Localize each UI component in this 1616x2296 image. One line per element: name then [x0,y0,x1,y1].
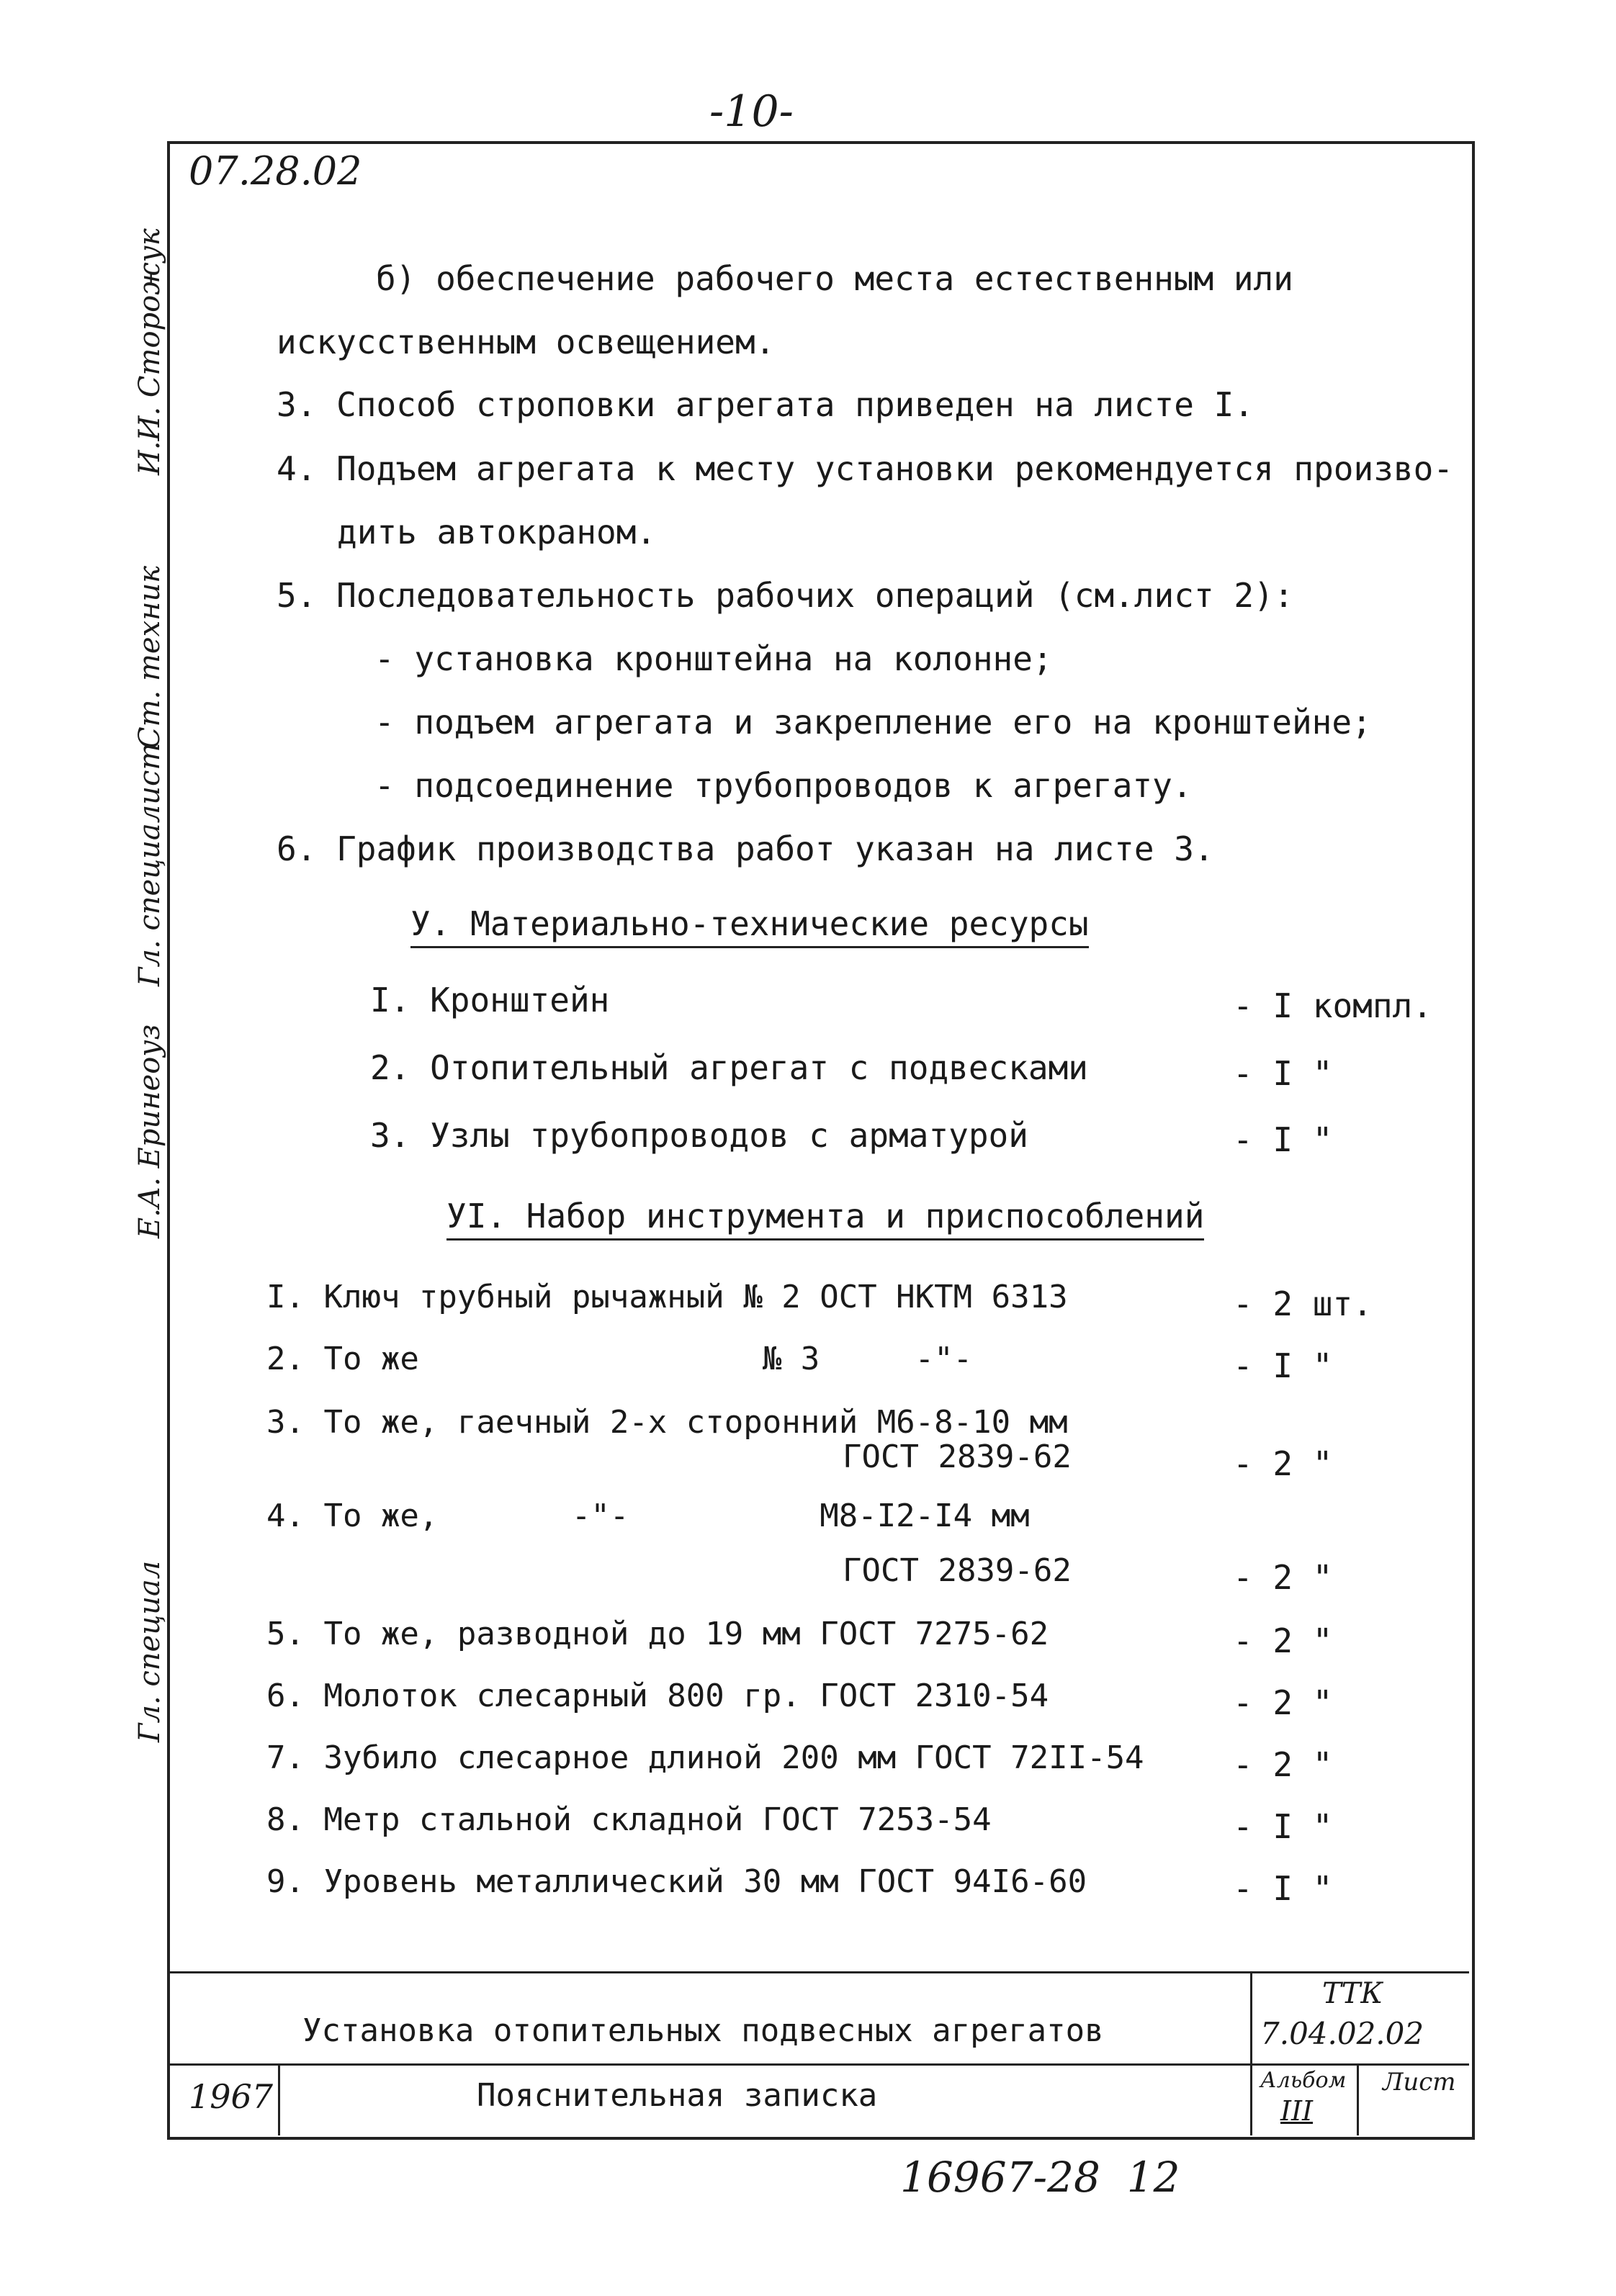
title-block-album-label: Альбом [1260,2068,1347,2093]
title-block-code-bottom: 7.04.02.02 [1260,2016,1424,2051]
title-block-mid-line [170,2063,1469,2066]
tool-row-9: 9. Уровень металлический 30 мм ГОСТ 94I6-60 [266,1863,1087,1900]
item-5: 5. Последовательность рабочих операций (см.лист 2): [277,576,1294,615]
margin-note-5: Гл. специал [133,1560,166,1742]
title-block-year-divider [278,2063,280,2135]
tool-qty-3: - 2 " [1233,1444,1333,1483]
tool-row-7: 7. Зубило слесарное длиной 200 мм ГОСТ 72II-54 [266,1739,1144,1776]
title-block-album-value: III [1280,2095,1314,2127]
operation-3: - подсоединение трубопроводов к агрегату. [374,766,1193,805]
resource-qty-3: - I " [1233,1120,1333,1159]
tool-row-3-line-2: ГОСТ 2839-62 [843,1439,1072,1475]
operation-2: - подъем агрегата и закрепление его на кронштейне; [374,703,1372,742]
resource-qty-2: - I " [1233,1054,1333,1093]
tool-row-2: 2. То же № 3 -"- [266,1341,973,1377]
margin-note-4: Е.А. Еринеоуз [133,1024,166,1238]
tool-qty-5: - 2 " [1233,1621,1333,1660]
intro-line-2: искусственным освещением. [277,323,776,361]
resource-row-1: I. Кронштейн [370,981,610,1019]
resource-row-2: 2. Отопительный агрегат с подвесками [370,1048,1088,1087]
title-block-sheet-label: Лист [1383,2068,1456,2097]
bottom-code: 16967-28 12 [900,2153,1180,2202]
margin-note-1: И.И. Сторожук [133,228,166,475]
tool-row-3: 3. То же, гаечный 2-х сторонний М6-8-10 мм [266,1404,1068,1441]
item-4-line-1: 4. Подъем агрегата к месту установки рекомендуется произво- [277,449,1453,488]
section-5-title: У. Материально-технические ресурсы [410,904,1089,948]
tool-qty-9: - I " [1233,1869,1333,1908]
tool-qty-2: - I " [1233,1346,1333,1385]
title-block-sheet-divider [1357,2063,1359,2135]
corner-code: 07.28.02 [189,148,362,194]
item-6: 6. График производства работ указан на листе 3. [277,829,1214,868]
tool-row-6: 6. Молоток слесарный 800 гр. ГОСТ 2310-54 [266,1678,1049,1714]
tool-qty-8: - I " [1233,1807,1333,1846]
tool-row-4: 4. То же, -"- М8-I2-I4 мм [266,1498,1030,1534]
operation-1: - установка кронштейна на колонне; [374,639,1053,678]
tool-row-1: I. Ключ трубный рычажный № 2 ОСТ НКТМ 6313 [266,1279,1068,1315]
title-block-code-top: ТТК [1322,1977,1383,2010]
page-number: -10- [709,86,794,137]
intro-line-1: б) обеспечение рабочего места естественным или [376,259,1293,298]
section-6-title: УI. Набор инструмента и приспособлений [446,1197,1204,1241]
margin-note-2: Гл. специалист [133,742,166,986]
tool-row-8: 8. Метр стальной складной ГОСТ 7253-54 [266,1801,992,1838]
title-block-code-divider [1250,1971,1252,2135]
tool-qty-4: - 2 " [1233,1558,1333,1597]
tool-qty-7: - 2 " [1233,1745,1333,1784]
item-3: 3. Способ строповки агрегата приведен на листе I. [277,385,1254,424]
tool-qty-1: - 2 шт. [1233,1284,1373,1323]
resource-qty-1: - I компл. [1233,986,1432,1025]
item-4-line-2: дить автокраном. [337,513,657,552]
title-block-year: 1967 [189,2077,274,2116]
title-block-subtitle: Пояснительная записка [477,2077,878,2114]
margin-note-3: Ст. техник [133,565,166,749]
title-block-title: Установка отопительных подвесных агрегатов [302,2012,1104,2049]
tool-row-5: 5. То же, разводной до 19 мм ГОСТ 7275-62 [266,1616,1049,1652]
tool-qty-6: - 2 " [1233,1683,1333,1722]
tool-row-4-line-2: ГОСТ 2839-62 [843,1552,1072,1589]
resource-row-3: 3. Узлы трубопроводов с арматурой [370,1116,1028,1155]
title-block-top-line [170,1971,1469,1973]
